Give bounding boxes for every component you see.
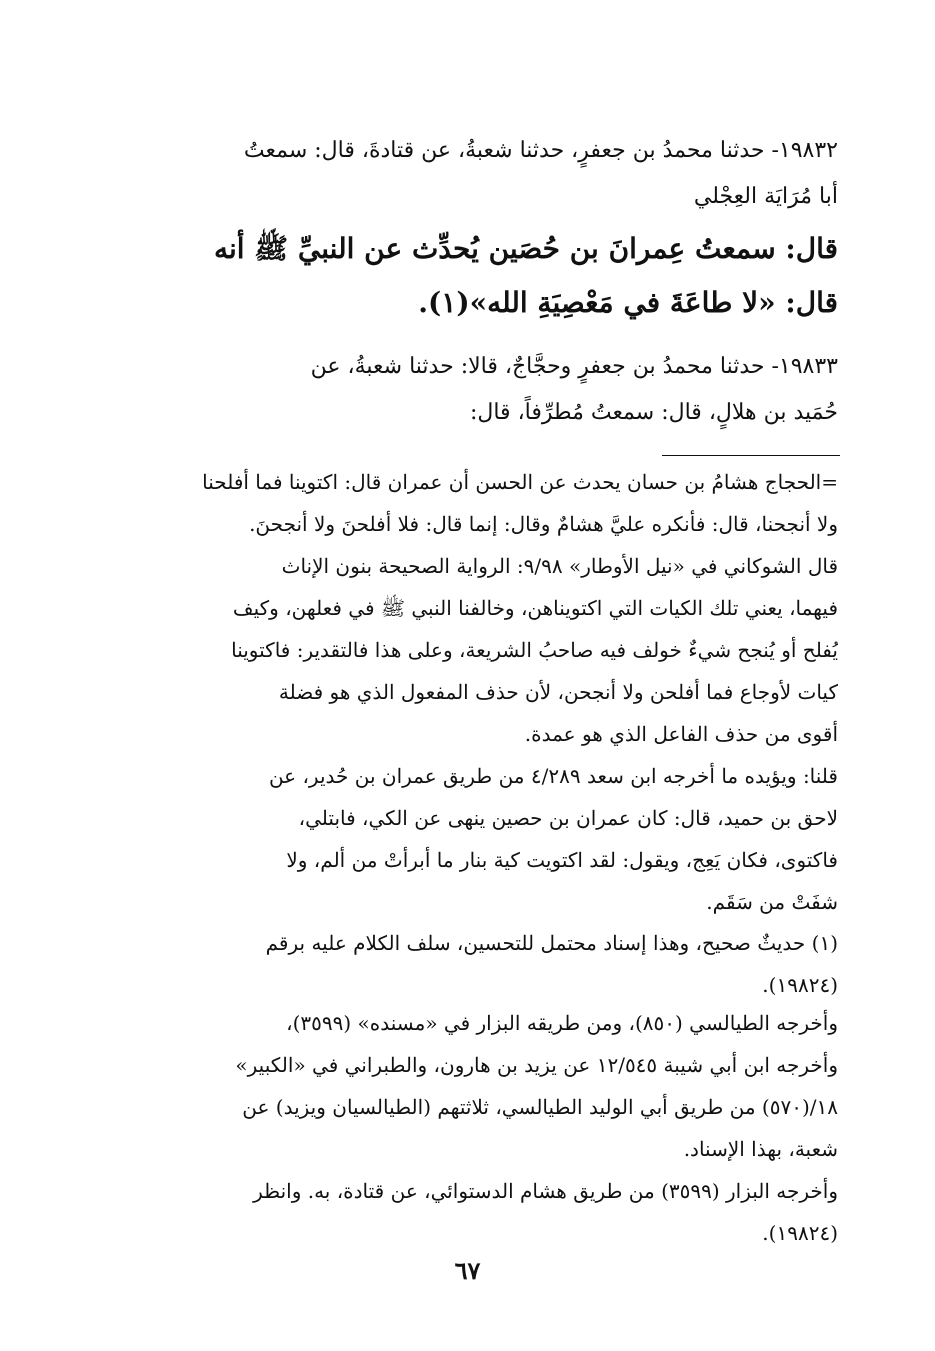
text-line: شعبة، بهذا الإسناد. [683, 1137, 838, 1161]
text-line: وأخرجه البزار (٣٥٩٩) من طريق هشام الدستوائي، عن قتادة، به. وانظر [253, 1179, 838, 1203]
text-line: قال: سمعتُ عِمرانَ بن حُصَين يُحدِّث عن النبيِّ ﷺ أنه [213, 232, 838, 265]
text-line: ١٩٨٣٢- حدثنا محمدُ بن جعفرٍ، حدثنا شعبةُ، عن قتادةَ، قال: سمعتُ [243, 138, 838, 163]
text-line: قال: «لا طاعَةَ في مَعْصِيَةِ الله»(١). [418, 286, 838, 319]
hadith-entry-19833 [138, 344, 838, 436]
text-line: أبا مُرَايَة العِجْلي [693, 184, 838, 209]
text-line: شفَتْ من سَقَم. [706, 890, 838, 914]
text-line: (١) حديثٌ صحيح، وهذا إسناد محتمل للتحسين، سلف الكلام عليه برقم [265, 931, 838, 955]
text-line: قلنا: ويؤيده ما أخرجه ابن سعد ٤/٢٨٩ من طريق عمران بن حُدير، عن [268, 764, 838, 788]
footnote-shawkani [138, 545, 838, 755]
footnote-separator [662, 455, 840, 456]
hadith-entry-19832 [138, 128, 838, 220]
text-line: يُفلح أو يُنجح شيءٌ خولف فيه صاحبُ الشريعة، وعلى هذا فالتقدير: فاكتوينا [231, 638, 838, 662]
text-line: فيهما، يعني تلك الكيات التي اكتويناهن، وخالفنا النبي ﷺ في فعلهن، وكيف [232, 596, 838, 620]
hadith-matn [138, 222, 838, 330]
text-line: كيات لأوجاع فما أفلحن ولا أنجحن، لأن حذف المفعول الذي هو فضلة [278, 680, 838, 704]
text-line: أقوى من حذف الفاعل الذي هو عمدة. [524, 722, 838, 746]
text-line: (١٩٨٢٤). [762, 1221, 838, 1245]
text-line: فاكتوى، فكان يَعِج، ويقول: لقد اكتويت كية بنار ما أبرأتْ من ألم، ولا [286, 848, 838, 872]
text-line: ١٩٨٣٣- حدثنا محمدُ بن جعفرٍ وحجَّاجٌ، قالا: حدثنا شعبةُ، عن [310, 354, 838, 379]
page-number: ٦٧ [454, 1256, 481, 1285]
footnote-qulna [138, 755, 838, 923]
text-line: حُمَيد بن هلالٍ، قال: سمعتُ مُطرِّفاً، قال: [469, 400, 838, 425]
footnote-1 [138, 922, 838, 1006]
text-line: وأخرجه الطيالسي (٨٥٠)، ومن طريقه البزار في «مسنده» (٣٥٩٩)، [286, 1011, 838, 1035]
text-line: =الحجاج هشامُ بن حسان يحدث عن الحسن أن عمران قال: اكتوينا فما أفلحنا [202, 470, 838, 494]
footnote-takhrij-2 [138, 1170, 838, 1254]
text-line: ١٨/(٥٧٠) من طريق أبي الوليد الطيالسي، ثلاثتهم (الطيالسيان ويزيد) عن [242, 1095, 838, 1119]
footnote-continuation [138, 461, 838, 545]
text-line: ولا أنجحنا، قال: فأنكره عليَّ هشامٌ وقال: إنما قال: فلا أفلحنَ ولا أنجحنَ. [249, 512, 838, 536]
text-line: وأخرجه ابن أبي شيبة ١٢/٥٤٥ عن يزيد بن هارون، والطبراني في «الكبير» [235, 1053, 838, 1077]
text-line: لاحق بن حميد، قال: كان عمران بن حصين ينهى عن الكي، فابتلي، [298, 806, 838, 830]
text-line: (١٩٨٢٤). [762, 973, 838, 997]
text-line: قال الشوكاني في «نيل الأوطار» ٩/٩٨: الرواية الصحيحة بنون الإناث [281, 554, 838, 578]
footnote-takhrij-1 [138, 1002, 838, 1170]
